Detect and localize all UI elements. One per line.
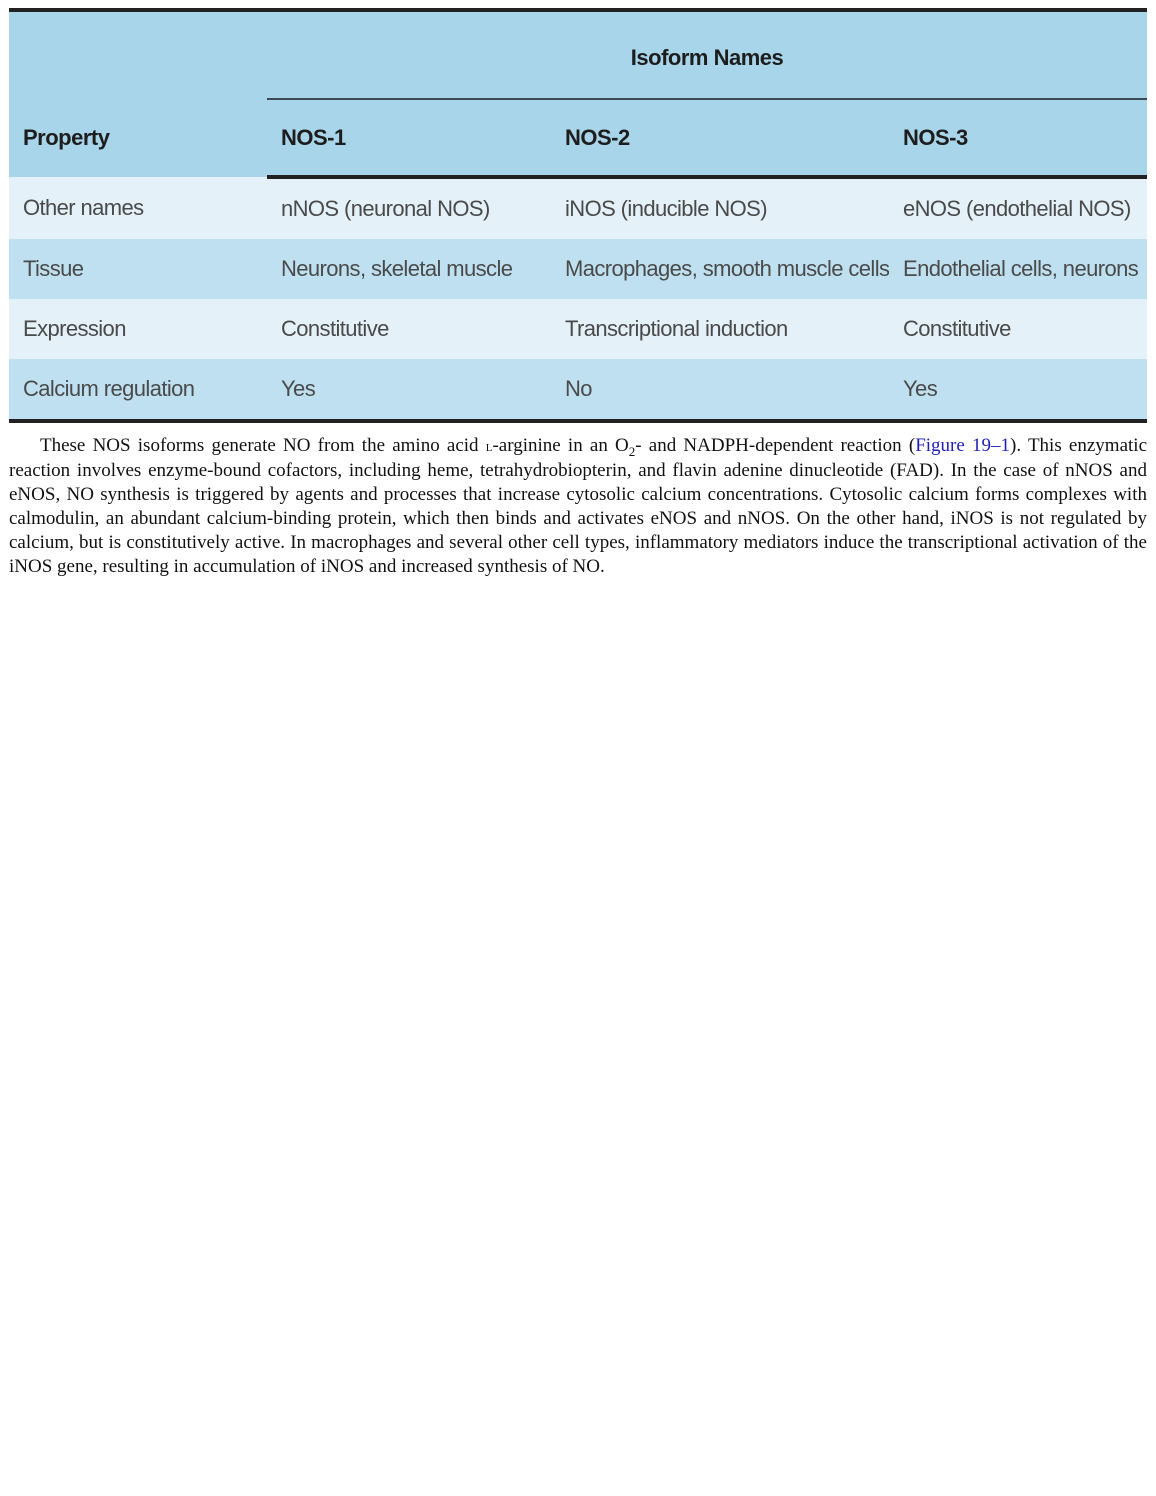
- table-cell: Neurons, skeletal muscle: [267, 239, 551, 299]
- subscript-2: 2: [628, 443, 636, 459]
- body-paragraph: [9, 434, 1147, 579]
- table-cell: Endothelial cells, neurons: [889, 239, 1147, 299]
- table-cell: No: [551, 359, 889, 421]
- table-cell: Yes: [267, 359, 551, 421]
- table-cell: Calcium regulation: [9, 359, 267, 421]
- column-header-nos-3: NOS-3: [889, 99, 1147, 177]
- table-cell: Transcriptional induction: [551, 299, 889, 359]
- column-header-nos-1: NOS-1: [267, 99, 551, 177]
- table-cell: nNOS (neuronal NOS): [267, 177, 551, 239]
- table-row: [9, 299, 1147, 359]
- table-cell: iNOS (inducible NOS): [551, 177, 889, 239]
- column-header-nos-2: NOS-2: [551, 99, 889, 177]
- paragraph-text-1: These NOS isoforms generate NO from the amino acid: [40, 435, 486, 456]
- table-row: [9, 359, 1147, 421]
- paragraph-text-3: - and NADPH-dependent reaction (: [635, 435, 916, 456]
- table-cell: Macrophages, smooth muscle cells: [551, 239, 889, 299]
- table-cell: Constitutive: [889, 299, 1147, 359]
- smallcaps-l: l: [485, 438, 493, 455]
- figure-19-1-link[interactable]: Figure 19–1: [915, 435, 1011, 456]
- nos-isoform-table: [9, 8, 1147, 423]
- table-row: [9, 177, 1147, 239]
- table-cell: Other names: [9, 177, 267, 239]
- table-cell: Yes: [889, 359, 1147, 421]
- paragraph-text-4: ). This enzymatic reaction involves enzyme-bound cofactors, including heme, tetrahydrobiopterin, and flavin adenine dinucleotide (FAD). In the case of nNOS and eNOS, NO synthesis is triggered by agents and processes that increase cytosolic calcium concentrations. Cytosolic calcium forms complexes with calmodulin, an abundant calcium-binding protein, which then binds and activates eNOS and nNOS. On the other hand, iNOS is not regulated by calcium, but is constitutively active. In macrophages and several other cell types, inflammatory mediators induce the transcriptional activation of the iNOS gene, resulting in accumulation of iNOS and increased synthesis of NO.: [9, 435, 1147, 577]
- column-header-property: Property: [9, 10, 267, 177]
- table-cell: Expression: [9, 299, 267, 359]
- paragraph-text-2: -arginine in an O: [492, 435, 629, 456]
- group-header-isoform-names: Isoform Names: [267, 10, 1147, 99]
- table-cell: eNOS (endothelial NOS): [889, 177, 1147, 239]
- table-row: [9, 239, 1147, 299]
- nos-isoform-table-container: [9, 8, 1147, 414]
- table-cell: Constitutive: [267, 299, 551, 359]
- table-cell: Tissue: [9, 239, 267, 299]
